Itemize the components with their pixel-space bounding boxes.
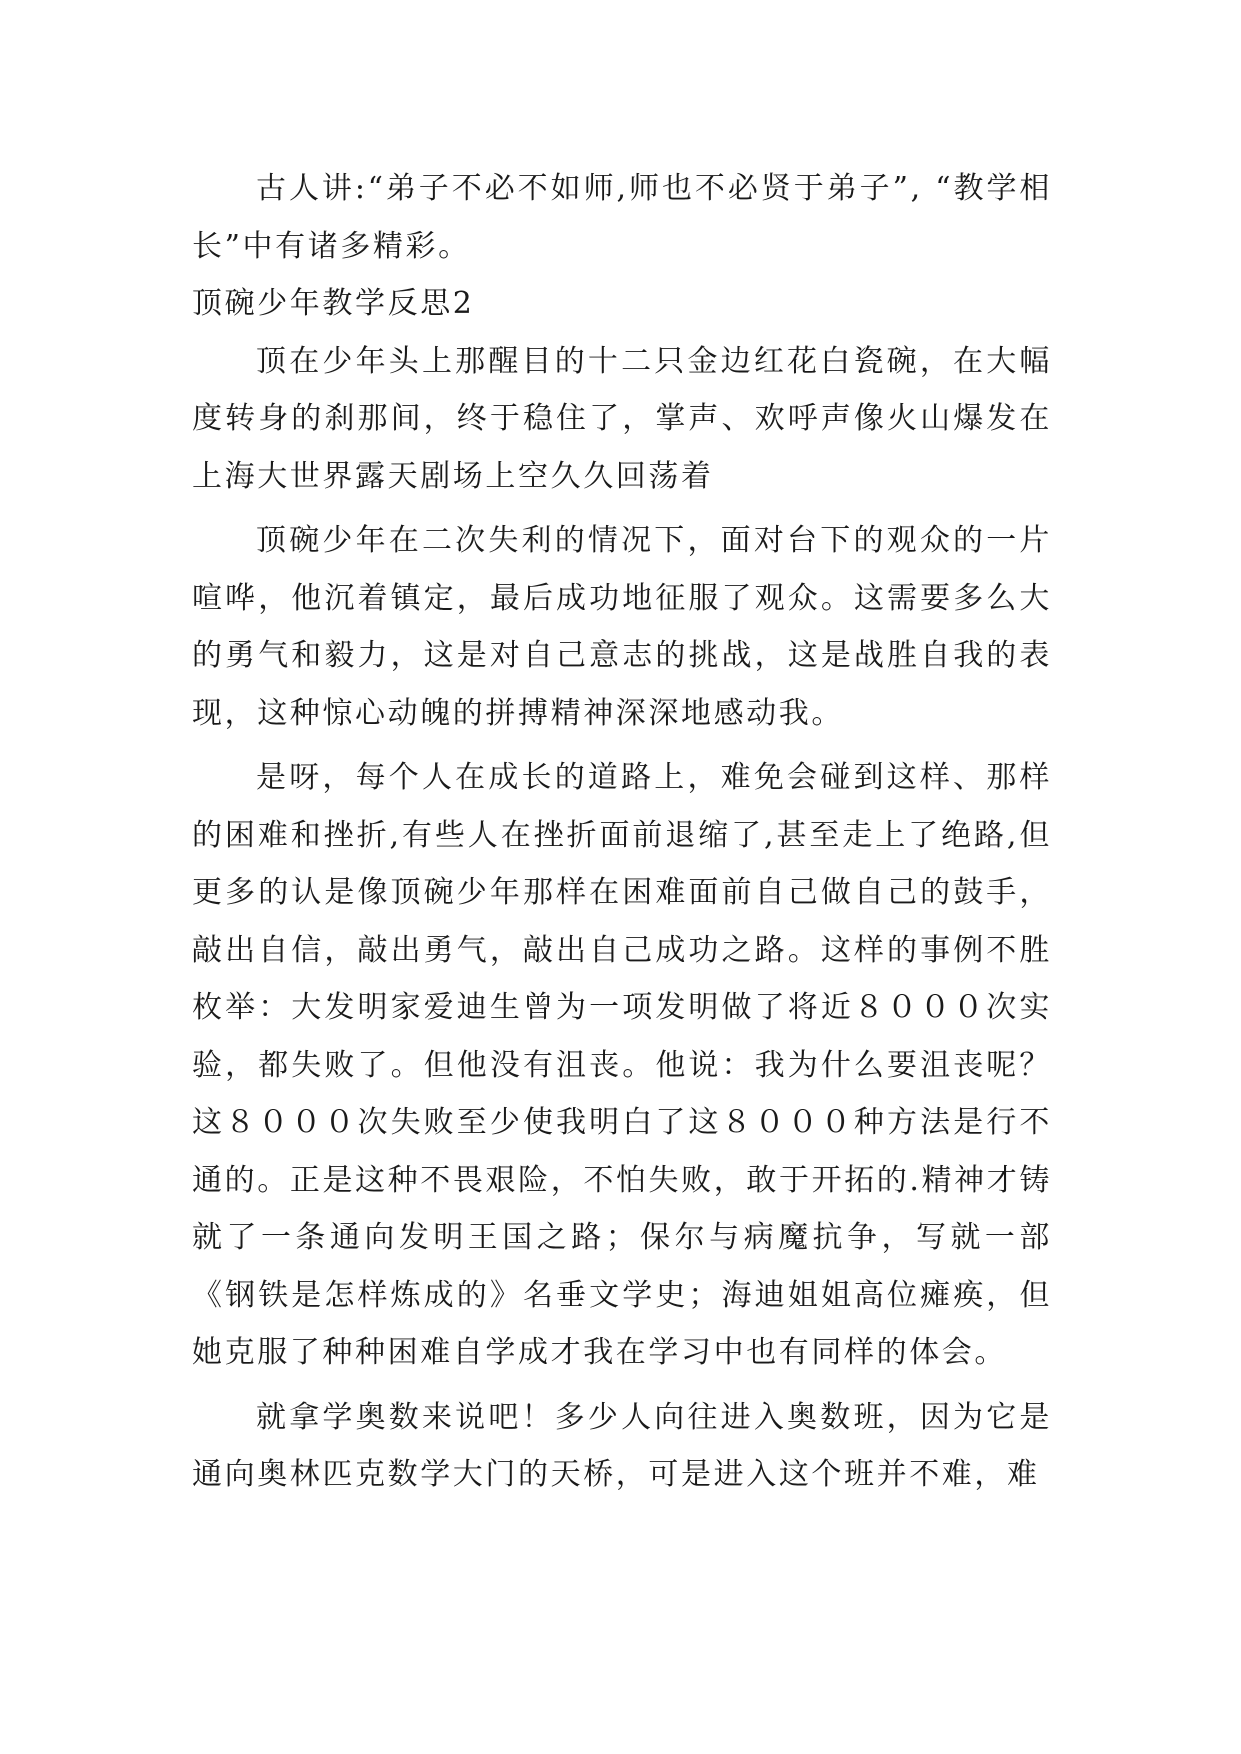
- document-page: [192, 160, 1052, 1504]
- paragraph-examples: 是呀，每个人在成长的道路上，难免会碰到这样、那样的困难和挫折,有些人在挫折面前退缩了,甚至走上了绝路,但更多的认是像顶碗少年那样在困难面前自己做自己的鼓手，敲出自信，敲出勇气，敲出自己成功之路。这样的事例不胜枚举：大发明家爱迪生曾为一项发明做了将近８０００次实验，都失败了。但他没有沮丧。他说：我为什么要沮丧呢？这８０００次失败至少使我明白了这８０００种方法是行不通的。正是这种不畏艰险，不怕失败，敢于开拓的.精神才铸就了一条通向发明王国之路；保尔与病魔抗争，写就一部《钢铁是怎样炼成的》名垂文学史；海迪姐姐高位瘫痪，但她克服了种种困难自学成才我在学习中也有同样的体会。: [192, 760, 1052, 1370]
- paragraph-intro-quote: 古人讲:“弟子不必不如师,师也不必贤于弟子”, “教学相长”中有诸多精彩。: [192, 171, 1052, 264]
- paragraph-bowl-scene: 顶在少年头上那醒目的十二只金边红花白瓷碗，在大幅度转身的刹那间，终于稳住了，掌声、欢呼声像火山爆发在上海大世界露天剧场上空久久回荡着: [192, 343, 1052, 494]
- paragraph-olympiad: 就拿学奥数来说吧！多少人向往进入奥数班，因为它是通向奥林匹克数学大门的天桥，可是进入这个班并不难，难: [192, 1399, 1052, 1492]
- paragraph-courage: 顶碗少年在二次失利的情况下，面对台下的观众的一片喧哗，他沉着镇定，最后成功地征服了观众。这需要多么大的勇气和毅力，这是对自己意志的挑战，这是战胜自我的表现，这种惊心动魄的拼搏精神深深地感动我。: [192, 523, 1052, 731]
- section-heading: 顶碗少年教学反思2: [192, 286, 475, 321]
